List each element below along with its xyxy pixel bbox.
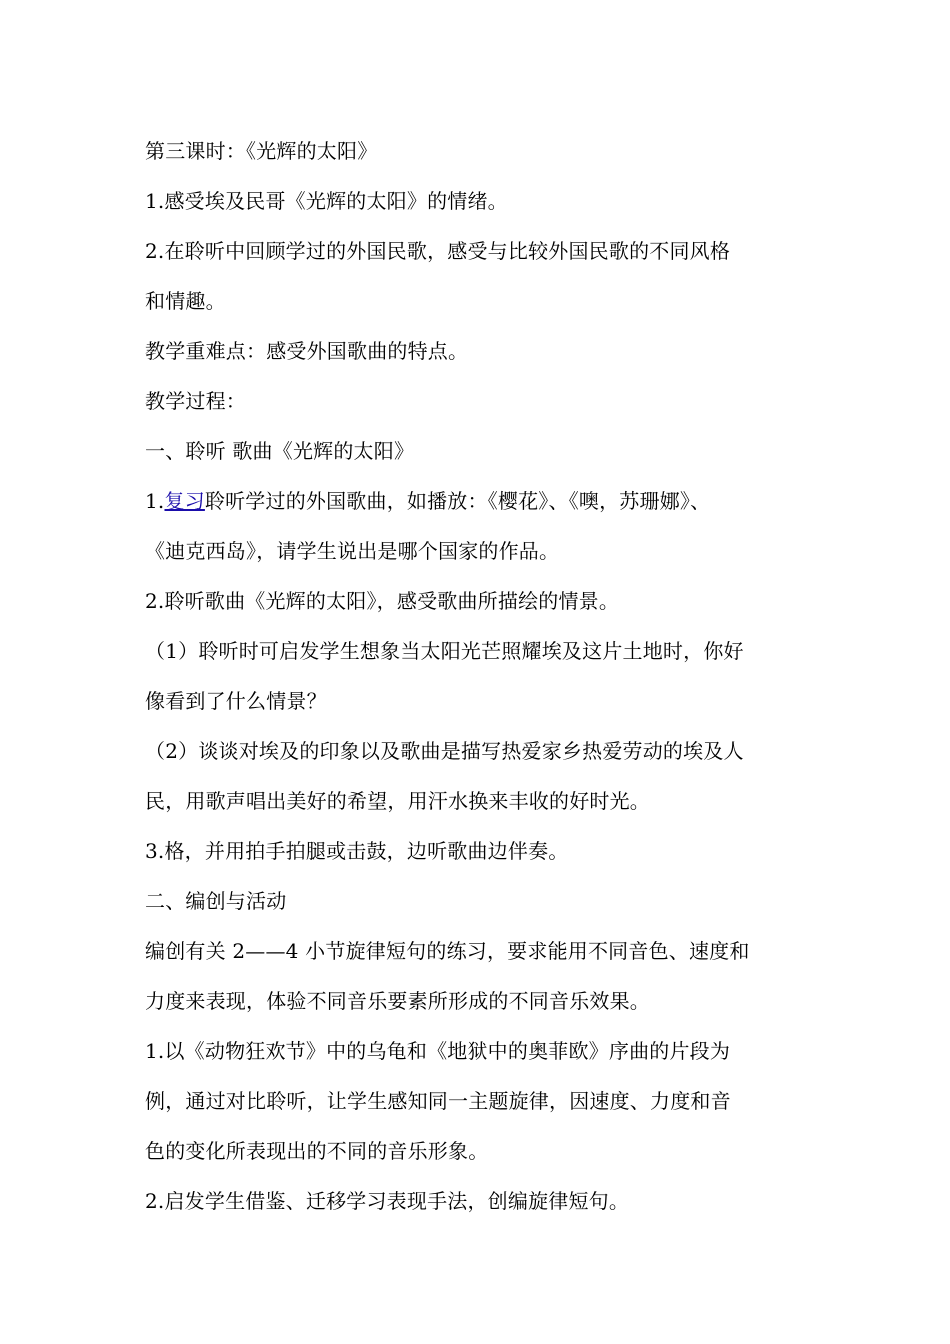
creation-step-1-cont-a: 例，通过对比聆听，让学生感知同一主题旋律，因速度、力度和音 <box>145 1089 731 1113</box>
step-1 <box>145 476 825 526</box>
lesson-title: 第三课时：《光辉的太阳》 <box>145 139 378 163</box>
creation-intro: 编创有关 2——4 小节旋律短句的练习，要求能用不同音色、速度和 <box>145 939 750 963</box>
creation-step-1: 1.以《动物狂欢节》中的乌龟和《地狱中的奥菲欧》序曲的片段为 <box>145 1039 731 1063</box>
substep-1: （1）聆听时可启发学生想象当太阳光芒照耀埃及这片土地时，你好 <box>145 639 744 663</box>
substep-2: （2）谈谈对埃及的印象以及歌曲是描写热爱家乡热爱劳动的埃及人 <box>145 739 744 763</box>
step-2: 2.聆听歌曲《光辉的太阳》，感受歌曲所描绘的情景。 <box>145 589 620 613</box>
objective-1: 1.感受埃及民哥《光辉的太阳》的情绪。 <box>145 189 508 213</box>
section-1-heading: 一、聆听 歌曲《光辉的太阳》 <box>145 439 415 463</box>
step-1-prefix: 1. <box>145 489 165 513</box>
creation-step-2: 2.启发学生借鉴、迁移学习表现手法，创编旋律短句。 <box>145 1189 630 1213</box>
substep-2-cont: 民，用歌声唱出美好的希望，用汗水换来丰收的好时光。 <box>145 789 650 813</box>
step-3: 3.格，并用拍手拍腿或击鼓，边听歌曲边伴奏。 <box>145 839 569 863</box>
substep-1-cont: 像看到了什么情景？ <box>145 689 327 713</box>
key-points: 教学重难点：感受外国歌曲的特点。 <box>145 339 469 363</box>
document-body <box>145 126 825 1226</box>
review-link[interactable]: 复习 <box>164 489 205 513</box>
process-heading: 教学过程： <box>145 389 246 413</box>
objective-2-cont: 和情趣。 <box>145 289 226 313</box>
objective-2: 2.在聆听中回顾学过的外国民歌，感受与比较外国民歌的不同风格 <box>145 239 731 263</box>
creation-step-1-cont-b: 色的变化所表现出的不同的音乐形象。 <box>145 1139 489 1163</box>
section-2-heading: 二、编创与活动 <box>145 889 287 913</box>
creation-intro-cont: 力度来表现，体验不同音乐要素所形成的不同音乐效果。 <box>145 989 650 1013</box>
step-1-text: 聆听学过的外国歌曲，如播放：《樱花》、《噢，苏珊娜》、 <box>204 489 711 513</box>
step-1-cont: 《迪克西岛》，请学生说出是哪个国家的作品。 <box>145 539 560 563</box>
